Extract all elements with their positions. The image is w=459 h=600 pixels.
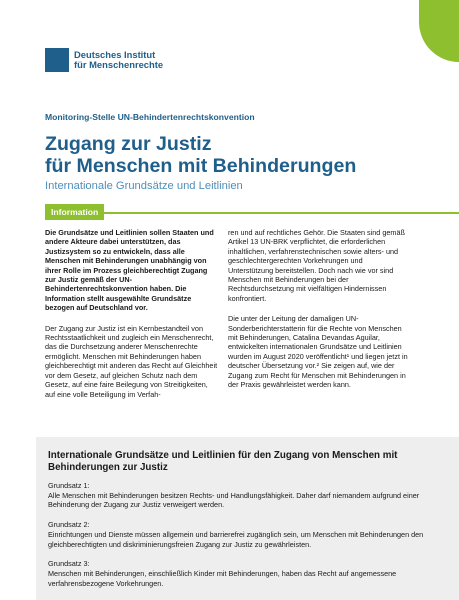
page-title <box>45 133 356 177</box>
principle-text: Einrichtungen und Dienste müssen allgemein und barrierefrei zugänglich sein, um Menschen mit Behinderungen den gleichberechtigten und diskriminierungsfreien Zugang zur Justiz zu gewährleisten. <box>48 529 424 549</box>
title-line-2: für Menschen mit Behinderungen <box>45 155 357 177</box>
kicker-text: Monitoring-Stelle UN-Behindertenrechtskonvention <box>45 112 255 122</box>
page-subtitle: Internationale Grundsätze und Leitlinien <box>45 180 243 192</box>
logo-line-2: für Menschenrechte <box>74 59 164 70</box>
institute-logo <box>45 48 163 72</box>
principle-heading: Grundsatz 3: <box>48 559 90 569</box>
principle-text: Menschen mit Behinderungen, einschließlich Kinder mit Behinderungen, haben das Recht auf angemessene verfahrensbezogene Vorkehrungen. <box>48 568 397 588</box>
principle-item <box>48 520 446 549</box>
corner-accent <box>419 0 459 62</box>
principle-heading: Grundsatz 1: <box>48 481 90 490</box>
information-tag: Information <box>45 204 104 220</box>
principle-text: Alle Menschen mit Behinderungen besitzen Rechts- und Handlungsfähigkeit. Daher darf niemandem aufgrund einer Behinderung der Zugang zur Justiz verweigert werden. <box>48 490 420 510</box>
title-line-1: Zugang zur Justiz <box>45 133 212 155</box>
text-column-left <box>45 228 218 410</box>
section-divider <box>45 212 459 214</box>
principle-item <box>48 559 446 588</box>
principle-item <box>48 481 446 510</box>
logo-line-1: Deutsches Institut <box>74 48 156 60</box>
paragraph-2: Die unter der Leitung der damaligen UN-Sonderberichterstatterin für die Rechte von Menschen mit Behinderungen, Catalina Devandas Aguilar, entwickelten internationalen Grundsätze und Leitlinien wurden im August 2020 veröffentlicht¹ und liegen jetzt in deutscher Übersetzung vor.² Sie zeigen auf, wie der Zugang zum Recht für Menschen mit Behinderungen in der Praxis gewährleistet werden kann. <box>228 314 408 390</box>
paragraph-1-start: Der Zugang zur Justiz ist ein Kernbestandteil von Rechtsstaatlichkeit und zugleich ein Menschenrecht, das die Durchsetzung anderer Menschenrechte ermöglicht. Menschen mit Behinderungen haben gleichberechtigt mit anderen das Recht auf Gleichheit vor dem Gesetz, auf gleichen Schutz nach dem Gesetz, auf eine faire Beilegung von Streitigkeiten, auf eine volle Beteiligung im Verfah- <box>45 323 218 399</box>
paragraph-1-end: ren und auf rechtliches Gehör. Die Staaten sind gemäß Artikel 13 UN-BRK verpflichtet, die erforderlichen inhaltlichen, verfahrenstechnischen sowie alters- und geschlechtergerechten Vorkehrungen und Unterstützung bereitstellen. Doch nach wie vor sind Menschen mit Behinderungen bei der Rechtsdurchsetzung mit vielfältigen Hindernissen konfrontiert. <box>228 228 405 303</box>
principles-list <box>48 481 446 598</box>
logo-square-icon <box>45 48 69 72</box>
text-column-right <box>228 228 408 401</box>
principles-box-title: Internationale Grundsätze und Leitlinien für den Zugang von Menschen mit Behinderungen zur Justiz <box>48 450 398 473</box>
logo-text <box>74 50 163 71</box>
principle-heading: Grundsatz 2: <box>48 520 90 530</box>
principles-box <box>36 437 459 600</box>
lead-paragraph: Die Grundsätze und Leitlinien sollen Staaten und andere Akteure dabei unterstützen, das Justizsystem so zu entwickeln, dass alle Menschen mit Behinderungen unabhängig von ihrer Rolle im Prozess gleichberechtigt Zugang zur Justiz gemäß der UN-Behindertenrechtskonvention haben. Die Information stellt ausgewählte Grundsätze bezogen auf Deutschland vor. <box>45 228 214 313</box>
